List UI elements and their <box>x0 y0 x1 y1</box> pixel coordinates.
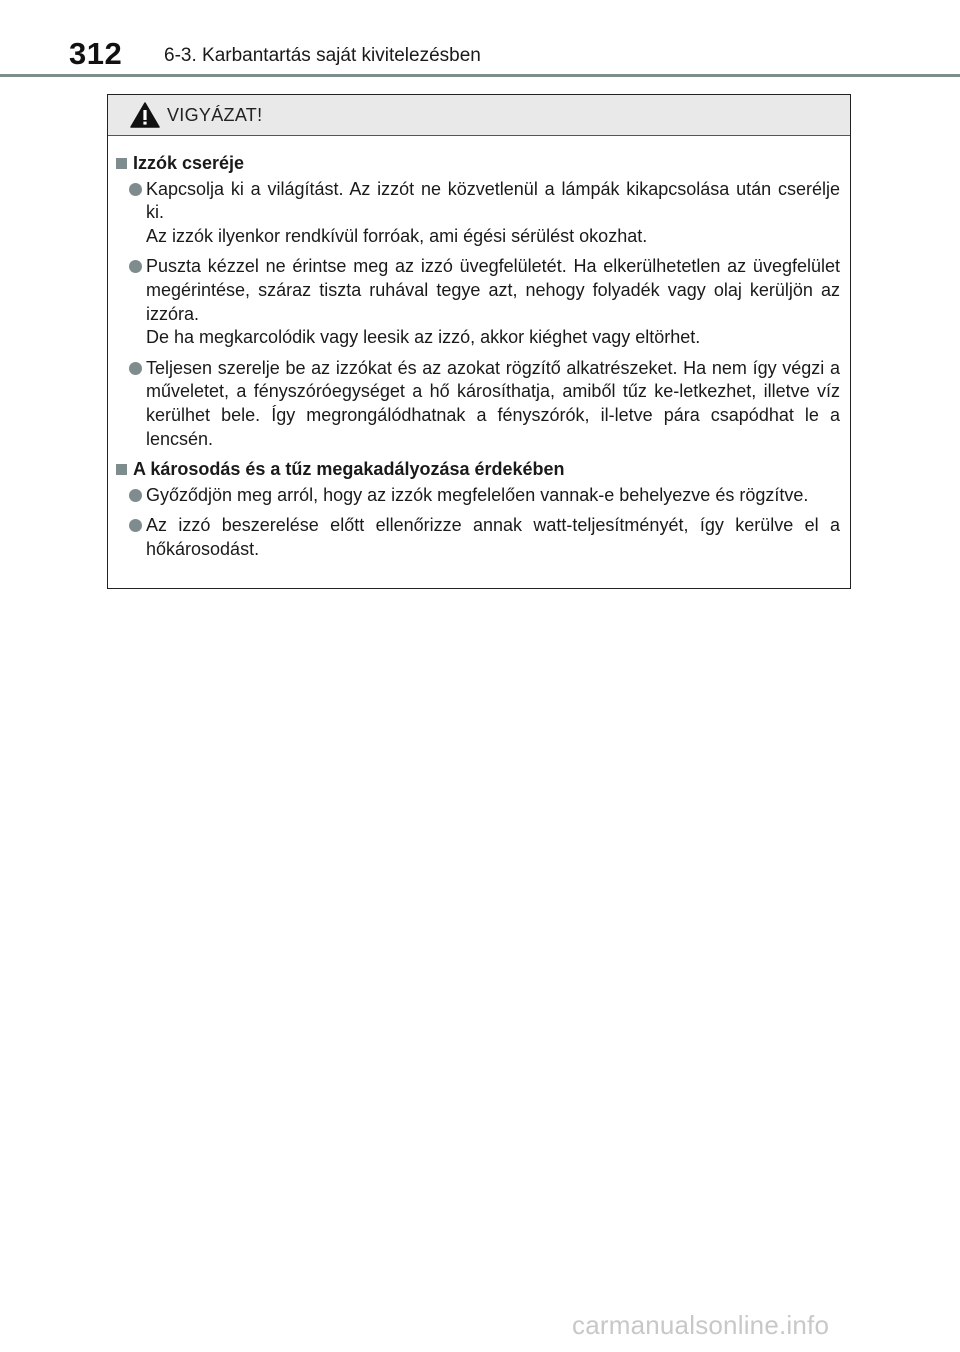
circle-bullet-icon <box>129 489 142 502</box>
warning-header <box>108 95 850 136</box>
circle-bullet-icon <box>129 260 142 273</box>
list-item-text: Győződjön meg arról, hogy az izzók megfelelően vannak-e behelyezve és rögzítve. <box>146 484 809 505</box>
section-heading-text: Izzók cseréje <box>133 153 245 173</box>
square-bullet-icon <box>116 158 127 169</box>
watermark: carmanualsonline.info <box>572 1310 830 1340</box>
list-item-text: Puszta kézzel ne érintse meg az izzó üvegfelületét. Ha elkerülhetetlen az üvegfelület megérintése, száraz tiszta ruhával tegye azt, nehogy folyadék vagy olaj kerüljön az izzóra. <box>146 256 840 324</box>
list-item <box>113 178 840 249</box>
page-header <box>0 0 960 78</box>
list-item-text: Teljesen szerelje be az izzókat és az azokat rögzítő alkatrészeket. Ha nem így végzi a műveletet, a fényszóróegységet a hő károsíthatja, amiből tűz ke-letkezhet, illetve víz kerülhet bele. Így megrongálódhatnak a fényszórók, il-letve pára csapódhat le a lencsén. <box>146 357 840 449</box>
warning-triangle-icon <box>130 102 160 128</box>
list-item-text: De ha megkarcolódik vagy leesik az izzó, akkor kiéghet vagy eltörhet. <box>146 327 701 348</box>
circle-bullet-icon <box>129 183 142 196</box>
section-title: 6-3. Karbantartás saját kivitelezésben <box>164 45 481 66</box>
page-number: 312 <box>69 36 123 71</box>
section-heading <box>113 458 840 482</box>
list-item-text: Kapcsolja ki a világítást. Az izzót ne közvetlenül a lámpák kikapcsolása után cserélje ki. <box>146 178 840 223</box>
warning-title: VIGYÁZAT! <box>167 105 263 125</box>
section-heading <box>113 152 840 176</box>
list-item <box>113 255 840 349</box>
list-item <box>113 484 840 508</box>
circle-bullet-icon <box>129 362 142 375</box>
warning-body <box>108 136 850 562</box>
section-heading-text: A károsodás és a tűz megakadályozása érdekében <box>133 459 565 480</box>
list-item <box>113 514 840 561</box>
circle-bullet-icon <box>129 519 142 532</box>
square-bullet-icon <box>116 464 127 475</box>
list-item <box>113 357 840 451</box>
header-divider <box>0 74 960 77</box>
list-item-text: Az izzók ilyenkor rendkívül forróak, ami égési sérülést okozhat. <box>146 225 648 246</box>
warning-box <box>107 94 851 589</box>
list-item-text: Az izzó beszerelése előtt ellenőrizze annak watt-teljesítményét, így kerülve el a hőkárosodást. <box>146 515 840 559</box>
